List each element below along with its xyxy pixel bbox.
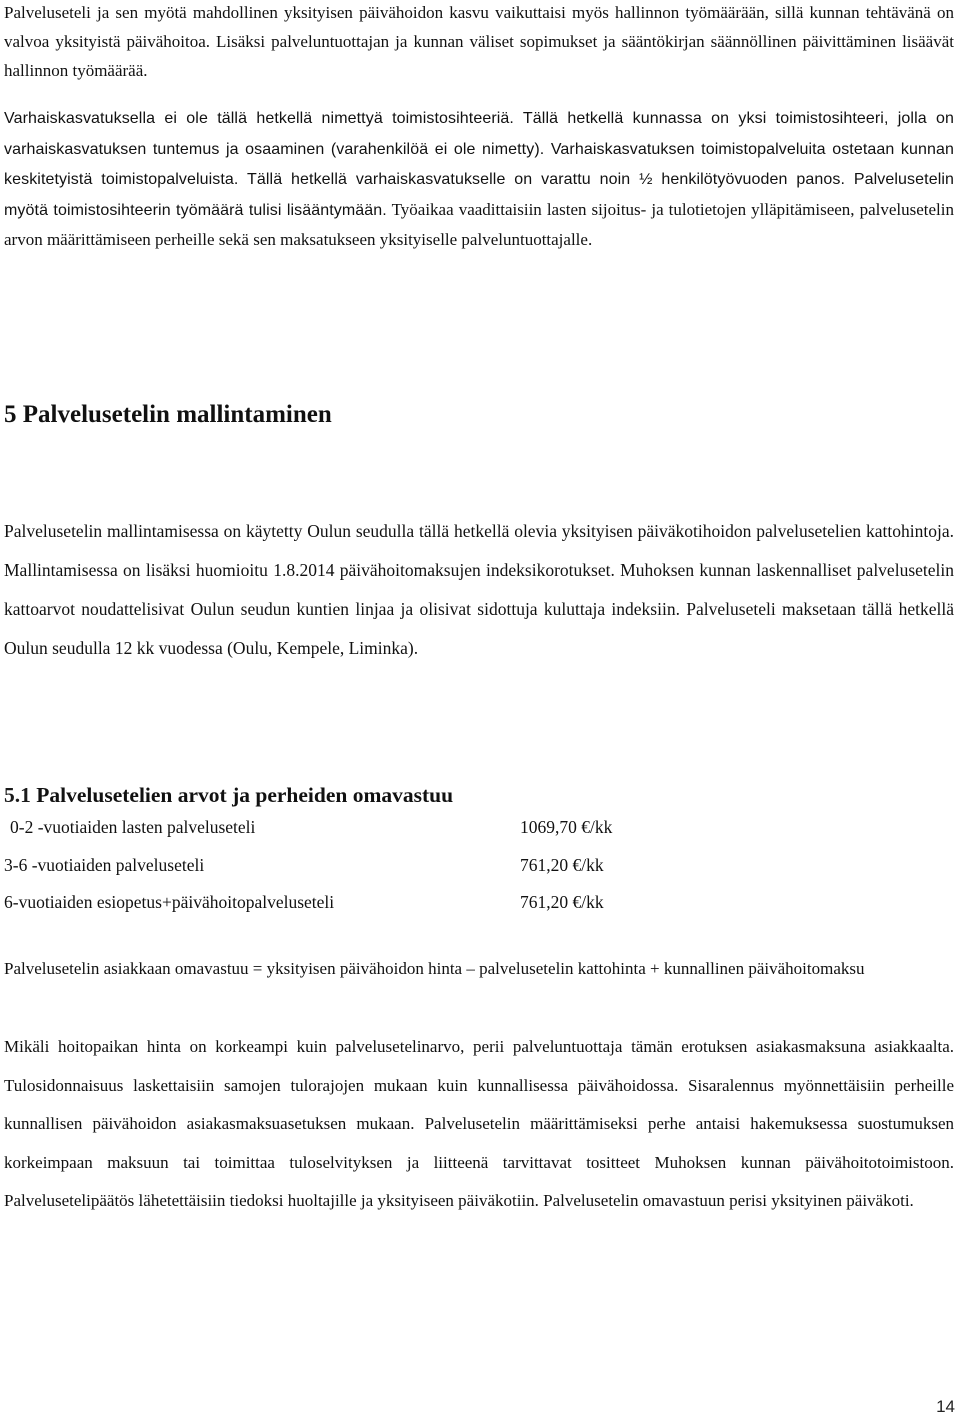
intro-paragraph: Palveluseteli ja sen myötä mahdollinen yksityisen päivähoidon kasvu vaikuttaisi myös hallinnon työmäärään, sillä kunnan tehtävänä on valvoa yksityistä päivähoitoa. Lisäksi palveluntuottajan ja kunnan väliset sopimukset ja sääntökirjan säännöllinen päivittäminen lisäävät hallinnon työmäärää. <box>4 3 954 80</box>
price-label: 6-vuotiaiden esiopetus+päivähoitopalveluseteli <box>4 892 335 912</box>
copayment-formula: Palvelusetelin asiakkaan omavastuu = yksityisen päivähoidon hinta – palvelusetelin kattohinta + kunnallinen päivähoitomaksu <box>4 959 865 978</box>
price-value: 761,20 €/kk <box>520 892 604 912</box>
copayment-paragraph: Mikäli hoitopaikan hinta on korkeampi kuin palvelusetelinarvo, perii palveluntuottaja tämän erotuksen asiakasmaksuna asiakkaalta. Tulosidonnaisuus laskettaisiin samojen tulorajojen mukaan kuin kunnallisessa päivähoidossa. Sisaralennus myönnettäisiin perheille kunnallisen päivähoidon asiakasmaksuasetuksen mukaan. Palvelusetelin määrittämiseksi perhe antaisi hakemuksessa suostumuksen korkeimpaan maksuun tai toimittaa tuloselvityksen ja liitteenä tarvittavat tositteet Muhoksen kunnan päivähoitotoimistoon. Palvelusetelipäätös lähetettäisiin tiedoksi huoltajille ja yksityiseen päiväkotiin. Palvelusetelin omavastuun perisi yksityinen päiväkoti. <box>4 1037 954 1210</box>
price-value: 1069,70 €/kk <box>520 817 613 837</box>
admin-paragraph-serif-text: Työaikaa vaadittaisiin lasten sijoitus- ja tulotietojen ylläpitämiseen, palvelusetelin arvon määrittämiseen perheille sekä sen maksatukseen yksityiselle palveluntuottajalle. <box>4 199 954 250</box>
price-label: 3-6 -vuotiaiden palveluseteli <box>4 854 205 875</box>
page-number: 14 <box>936 1397 955 1416</box>
price-row <box>4 812 704 850</box>
section-5-1-title: Palvelusetelien arvot ja perheiden omavastuu <box>30 783 454 807</box>
section-5-paragraph: Palvelusetelin mallintamisessa on käytetty Oulun seudulla tällä hetkellä olevia yksityisen päiväkotihoidon palvelusetelien kattohintoja. Mallintamisessa on lisäksi huomioitu 1.8.2014 päivähoitomaksujen indeksikorotukset. Muhoksen kunnan laskennalliset palvelusetelin kattoarvot noudattelisivat Oulun seudun kuntien linjaa ja olisivat sidottuja kuluttaja indeksiin. Palveluseteli maksetaan tällä hetkellä Oulun seudulla 12 kk vuodessa (Oulu, Kempele, Liminka). <box>4 521 954 658</box>
section-5-1-heading <box>4 780 453 810</box>
admin-paragraph <box>4 103 954 255</box>
price-value: 761,20 €/kk <box>520 854 604 875</box>
admin-paragraph-sans-text: Varhaiskasvatuksella ei ole tällä hetkellä nimettyä toimistosihteeriä. Tällä hetkellä kunnassa on yksi toimistosihteeri, jolla on varhaiskasvatuksen tuntemus ja osaaminen (varahenkilöä ei ole nimetty). Varhaiskasvatuksen toimistopalveluita ostetaan kunnan keskitetyistä toimistopalveluista. Tällä hetkellä varhaiskasvatukselle on varattu noin ½ henkilötyövuoden panos. Palvelusetelin myötä toimistosihteerin työmäärä tulisi lisääntymään. <box>4 110 954 219</box>
price-row <box>4 887 704 925</box>
section-5-heading: 5 Palvelusetelin mallintaminen <box>4 401 332 428</box>
voucher-price-list <box>4 812 704 925</box>
price-row <box>4 850 704 888</box>
section-5-1-number: 5.1 <box>4 783 31 807</box>
price-label: 0-2 -vuotiaiden lasten palveluseteli <box>10 817 256 837</box>
